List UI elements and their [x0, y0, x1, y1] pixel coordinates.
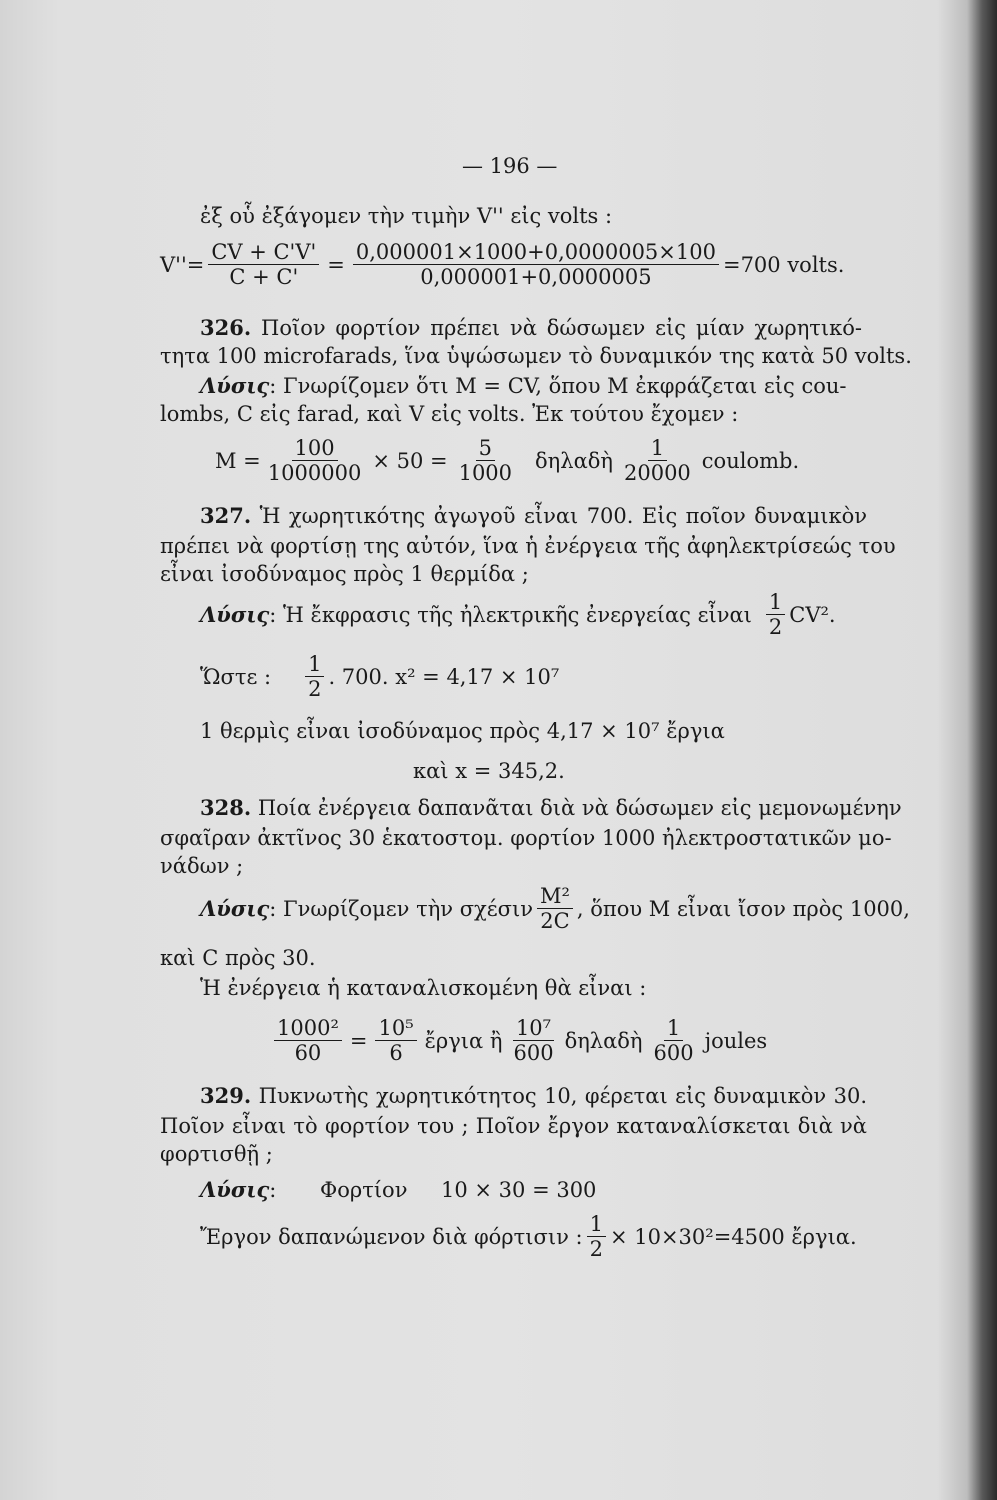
p328-eq-t3: joules — [704, 1028, 768, 1053]
p326-equation — [215, 436, 803, 485]
eq1-result: =700 volts. — [722, 252, 845, 277]
p328-lysis-label: Λύσις — [200, 896, 270, 921]
p329-line-5 — [200, 1212, 857, 1261]
p326-eq-frac-2 — [456, 436, 515, 485]
p328-eq-t2: δηλαδὴ — [564, 1028, 643, 1053]
p327-line-7: καὶ x = 345,2. — [413, 759, 565, 783]
eq1-f2-den: 0,000001+0,0000005 — [420, 265, 652, 289]
p328-line-6: Ἡ ἐνέργεια ἡ καταναλισκομένη θὰ εἶναι : — [200, 976, 647, 1000]
p327-line-1 — [200, 503, 867, 529]
eq1-lhs: V''= — [160, 252, 205, 277]
p329-line-3: φορτισθῇ ; — [160, 1142, 273, 1166]
p326-eq-mid: × 50 = — [372, 448, 448, 473]
p329-number: 329. — [200, 1083, 252, 1108]
p327-l1: Ἡ χωρητικότης ἀγωγοῦ εἶναι 700. Εἰς ποῖον δυναμικὸν — [259, 504, 867, 528]
p328-fd: 2C — [540, 909, 570, 933]
p326-eq-unit: coulomb. — [701, 448, 800, 473]
p326-l3: : Γνωρίζομεν ὅτι M = CV, ὅπου M ἐκφράζεται εἰς cou- — [269, 374, 847, 398]
p326-l1: Ποῖον φορτίον πρέπει νὰ δώσωμεν εἰς μίαν χωρητικό- — [261, 316, 862, 340]
p328-eq-f4d: 600 — [653, 1041, 694, 1065]
intro-line: ἐξ οὗ ἐξάγομεν τὴν τιμὴν V'' εἰς volts : — [200, 204, 613, 228]
eq1-f2-num: 0,000001×1000+0,0000005×100 — [353, 240, 719, 265]
p328-eq-t1: ἔργια ἢ — [424, 1028, 503, 1053]
p327-l4: : Ἡ ἔκφρασις τῆς ἠλεκτρικῆς ἐνεργείας εἶναι — [269, 602, 752, 627]
p328-eq-f2n: 10⁵ — [375, 1016, 416, 1041]
p328-eq-frac-4 — [651, 1016, 697, 1065]
p329-fd: 2 — [589, 1237, 603, 1261]
p327-line-3: εἶναι ἰσοδύναμος πρὸς 1 θερμίδα ; — [160, 562, 529, 586]
p329-charge-label: Φορτίον — [320, 1178, 408, 1202]
p327-line-2: πρέπει νὰ φορτίσῃ της αὐτόν, ἵνα ἡ ἐνέργεια τῆς ἀφηλεκτρίσεώς του — [160, 534, 896, 558]
p328-eq-frac-2 — [375, 1016, 416, 1065]
p326-eq-frac-1 — [265, 436, 365, 485]
p328-line-5: καὶ C πρὸς 30. — [160, 946, 316, 970]
eq1-equals: = — [327, 252, 345, 277]
p328-eq-frac-3 — [510, 1016, 556, 1065]
p329-fn: 1 — [587, 1212, 606, 1237]
p328-line-3: νάδων ; — [160, 854, 244, 878]
p329-l1: Πυκνωτὴς χωρητικότητος 10, φέρεται εἰς δυναμικὸν 30. — [258, 1084, 867, 1108]
p328-line-4 — [200, 884, 910, 933]
p326-eq-f1n: 100 — [292, 436, 338, 461]
p326-number: 326. — [200, 315, 252, 340]
p327-l5-end: . 700. x² = 4,17 × 10⁷ — [328, 664, 560, 689]
p327-fd: 2 — [768, 615, 783, 639]
p326-line-4: lombs, C εἰς farad, καὶ V εἰς volts. Ἐκ τούτου ἔχομεν : — [160, 402, 739, 426]
p326-eq-f3n: 1 — [648, 436, 667, 461]
p328-l1: Ποία ἐνέργεια δαπανᾶται διὰ νὰ δώσωμεν εἰς μεμονωμένην — [257, 796, 902, 820]
p327-frac-half-2 — [305, 652, 324, 701]
p328-line-1 — [200, 795, 902, 821]
p327-frac-half — [766, 590, 785, 639]
p328-eq-equals: = — [349, 1028, 368, 1053]
p327-l4-end: CV². — [789, 602, 836, 627]
p327-line-6: 1 θερμὶς εἶναι ἰσοδύναμος πρὸς 4,17 × 10⁷ ἔργια — [200, 719, 725, 743]
p329-frac-half — [587, 1212, 606, 1261]
p326-line-1 — [200, 315, 862, 341]
p328-frac-energy — [537, 884, 573, 933]
p328-number: 328. — [200, 795, 252, 820]
p326-eq-f1d: 1000000 — [267, 461, 362, 485]
p326-line-2: τητα 100 microfarads, ἵνα ὑψώσωμεν τὸ δυναμικόν της κατὰ 50 volts. — [160, 344, 912, 368]
p329-lysis-label: Λύσις — [200, 1177, 270, 1202]
p328-eq-f3d: 600 — [513, 1041, 554, 1065]
p326-eq-frac-3 — [621, 436, 694, 485]
p327-hoste: Ὥστε : — [200, 664, 272, 689]
p326-eq-dilad: δηλαδὴ — [535, 448, 613, 473]
eq1-fraction-2 — [353, 240, 719, 289]
p328-fn: M² — [537, 884, 573, 909]
eq1-fraction-1 — [208, 240, 319, 289]
p326-line-3 — [200, 373, 847, 399]
p329-l5a: Ἔργον δαπανώμενον διὰ φόρτισιν : — [200, 1224, 583, 1249]
p327-f2n: 1 — [305, 652, 324, 677]
p328-l4b: , ὅπου M εἶναι ἴσον πρὸς 1000, — [576, 896, 910, 921]
p329-line-1 — [200, 1083, 867, 1109]
p328-eq-f1n: 1000² — [274, 1016, 342, 1041]
p328-eq-f3n: 10⁷ — [513, 1016, 554, 1041]
p326-eq-f2d: 1000 — [458, 461, 513, 485]
eq1-f1-den: C + C' — [229, 265, 299, 289]
p328-equation — [270, 1016, 771, 1065]
equation-v-double-prime — [160, 240, 844, 289]
p327-number: 327. — [200, 503, 252, 528]
p328-eq-f2d: 6 — [389, 1041, 403, 1065]
p328-l4a: : Γνωρίζομεν τὴν σχέσιν — [269, 896, 533, 921]
p327-f2d: 2 — [308, 677, 322, 701]
p327-lysis-label: Λύσις — [200, 602, 270, 627]
p329-l5b: × 10×30²=4500 ἔργια. — [609, 1224, 857, 1249]
page-number: — 196 — — [462, 154, 558, 178]
p328-eq-frac-1 — [274, 1016, 342, 1065]
p329-line-4 — [200, 1177, 276, 1203]
p326-eq-f2n: 5 — [476, 436, 495, 461]
p328-eq-f1d: 60 — [294, 1041, 322, 1065]
p327-line-4 — [200, 590, 836, 639]
eq1-f1-num: CV + C'V' — [208, 240, 319, 265]
p328-line-2: σφαῖραν ἀκτῖνος 30 ἑκατοστομ. φορτίον 1000 ἠλεκτροστατικῶν μο- — [160, 826, 892, 850]
p326-eq-f3d: 20000 — [623, 461, 691, 485]
p327-fn: 1 — [766, 590, 785, 615]
p328-eq-f4n: 1 — [664, 1016, 683, 1041]
p329-l4a: : — [269, 1178, 277, 1202]
p326-eq-lhs: M = — [215, 448, 261, 473]
p329-charge-value: 10 × 30 = 300 — [441, 1178, 597, 1202]
p329-line-2: Ποῖον εἶναι τὸ φορτίον του ; Ποῖον ἔργον καταναλίσκεται διὰ νὰ — [160, 1114, 867, 1138]
p327-line-5 — [200, 652, 559, 701]
p326-lysis-label: Λύσις — [200, 373, 270, 398]
